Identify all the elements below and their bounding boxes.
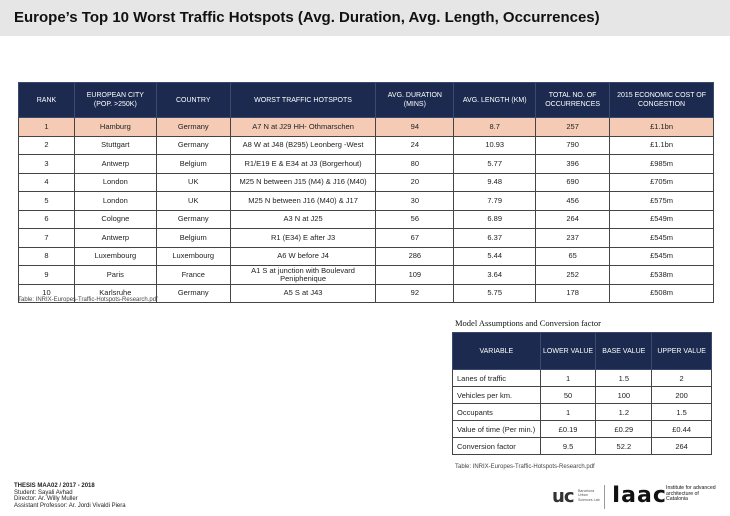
table-row <box>19 210 714 229</box>
base-cell: £0.29 <box>596 421 652 438</box>
hotspot-cell: A5 S at J43 <box>230 284 376 303</box>
hotspot-cell: A3 N at J25 <box>230 210 376 229</box>
variable-cell: Lanes of traffic <box>453 370 541 387</box>
rank-cell: 10 <box>19 284 75 303</box>
occurrences-cell: 690 <box>536 173 610 192</box>
duration-cell: 20 <box>376 173 454 192</box>
footer-thesis: THESIS MAA02 / 2017 - 2018 <box>14 483 95 489</box>
header-country: COUNTRY <box>156 83 230 118</box>
hotspot-cell: R1 (E34) E after J3 <box>230 229 376 248</box>
cost-cell: £538m <box>610 266 714 285</box>
lower-cell: 50 <box>540 387 596 404</box>
model-assumptions-table <box>452 332 712 455</box>
rank-cell: 7 <box>19 229 75 248</box>
occurrences-cell: 790 <box>536 136 610 155</box>
length-cell: 7.79 <box>454 192 536 211</box>
duration-cell: 24 <box>376 136 454 155</box>
occurrences-cell: 237 <box>536 229 610 248</box>
hotspot-cell: A1 S at junction with Boulevard Peniphenique <box>230 266 376 285</box>
country-cell: Germany <box>156 136 230 155</box>
country-cell: UK <box>156 192 230 211</box>
upper-cell: 200 <box>652 387 712 404</box>
model-header-lower: LOWER VALUE <box>540 333 596 370</box>
table-row <box>19 136 714 155</box>
cost-cell: £985m <box>610 155 714 174</box>
page-title: Europe’s Top 10 Worst Traffic Hotspots (Avg. Duration, Avg. Length, Occurrences) <box>14 9 600 26</box>
rank-cell: 8 <box>19 247 75 266</box>
hotspot-cell: A8 W at J48 (B295) Leonberg -West <box>230 136 376 155</box>
rank-cell: 5 <box>19 192 75 211</box>
variable-cell: Occupants <box>453 404 541 421</box>
country-cell: UK <box>156 173 230 192</box>
variable-cell: Vehicles per km. <box>453 387 541 404</box>
occurrences-cell: 252 <box>536 266 610 285</box>
model-header-row <box>453 333 712 370</box>
logo-divider <box>604 485 605 509</box>
country-cell: Germany <box>156 118 230 137</box>
country-cell: Belgium <box>156 155 230 174</box>
model-row <box>453 387 712 404</box>
rank-cell: 2 <box>19 136 75 155</box>
cost-cell: £705m <box>610 173 714 192</box>
logos <box>548 483 718 511</box>
model-row <box>453 370 712 387</box>
upper-cell: 1.5 <box>652 404 712 421</box>
upper-cell: 2 <box>652 370 712 387</box>
base-cell: 100 <box>596 387 652 404</box>
length-cell: 6.89 <box>454 210 536 229</box>
footer-credits <box>14 483 126 509</box>
occurrences-cell: 178 <box>536 284 610 303</box>
duration-cell: 80 <box>376 155 454 174</box>
model-header-base: BASE VALUE <box>596 333 652 370</box>
country-cell: Belgium <box>156 229 230 248</box>
length-cell: 9.48 <box>454 173 536 192</box>
rank-cell: 4 <box>19 173 75 192</box>
hotspot-cell: R1/E19 E & E34 at J3 (Borgerhout) <box>230 155 376 174</box>
country-cell: Germany <box>156 284 230 303</box>
lower-cell: 1 <box>540 370 596 387</box>
main-table-caption: Table: INRIX-Europes-Traffic-Hotspots-Research.pdf <box>18 297 158 303</box>
duration-cell: 286 <box>376 247 454 266</box>
iaac-logo-text: Institute for advanced architecture of Catalonia <box>666 485 716 503</box>
header-rank: RANK <box>19 83 75 118</box>
lower-cell: £0.19 <box>540 421 596 438</box>
table-header-row <box>19 83 714 118</box>
cost-cell: £508m <box>610 284 714 303</box>
header-cost: 2015 ECONOMIC COST OF CONGESTION <box>610 83 714 118</box>
occurrences-cell: 396 <box>536 155 610 174</box>
cost-cell: £549m <box>610 210 714 229</box>
duration-cell: 30 <box>376 192 454 211</box>
city-cell: Cologne <box>74 210 156 229</box>
header-duration: AVG. DURATION (MINS) <box>376 83 454 118</box>
header-length: AVG. LENGTH (KM) <box>454 83 536 118</box>
variable-cell: Value of time (Per min.) <box>453 421 541 438</box>
footer-student: Student: Sayali Avhad <box>14 489 73 496</box>
cost-cell: £575m <box>610 192 714 211</box>
header-hotspot: WORST TRAFFIC HOTSPOTS <box>230 83 376 118</box>
model-header-upper: UPPER VALUE <box>652 333 712 370</box>
upper-cell: 264 <box>652 438 712 455</box>
city-cell: Antwerp <box>74 229 156 248</box>
duration-cell: 67 <box>376 229 454 248</box>
ucl-logo-icon: uc <box>552 486 574 507</box>
city-cell: London <box>74 192 156 211</box>
length-cell: 5.44 <box>454 247 536 266</box>
hotspot-cell: M25 N between J15 (M4) & J16 (M40) <box>230 173 376 192</box>
hotspot-cell: A7 N at J29 HH- Othmarschen <box>230 118 376 137</box>
model-row <box>453 404 712 421</box>
table-row <box>19 192 714 211</box>
city-cell: Karlsruhe <box>74 284 156 303</box>
hotspot-cell: A6 W before J4 <box>230 247 376 266</box>
city-cell: Antwerp <box>74 155 156 174</box>
table-row <box>19 247 714 266</box>
footer-assistant: Assistant Professor: Ar. Jordi Vivaldi Piera <box>14 502 126 509</box>
city-cell: Luxembourg <box>74 247 156 266</box>
table-row <box>19 229 714 248</box>
header-occurrences: TOTAL NO. OF OCCURRENCES <box>536 83 610 118</box>
length-cell: 3.64 <box>454 266 536 285</box>
lower-cell: 1 <box>540 404 596 421</box>
model-table-title: Model Assumptions and Conversion factor <box>455 318 601 328</box>
ucl-logo-text: Barcelona Urban Sciences Lab <box>578 489 600 502</box>
length-cell: 6.37 <box>454 229 536 248</box>
city-cell: Stuttgart <box>74 136 156 155</box>
model-header-variable: VARIABLE <box>453 333 541 370</box>
city-cell: Paris <box>74 266 156 285</box>
footer-director: Director: Ar. Willy Muller <box>14 496 78 503</box>
table-row <box>19 266 714 285</box>
duration-cell: 94 <box>376 118 454 137</box>
lower-cell: 9.5 <box>540 438 596 455</box>
rank-cell: 3 <box>19 155 75 174</box>
occurrences-cell: 257 <box>536 118 610 137</box>
base-cell: 1.2 <box>596 404 652 421</box>
city-cell: London <box>74 173 156 192</box>
traffic-hotspots-table <box>18 82 714 303</box>
variable-cell: Conversion factor <box>453 438 541 455</box>
duration-cell: 109 <box>376 266 454 285</box>
table-row <box>19 155 714 174</box>
hotspot-cell: M25 N between J16 (M40) & J17 <box>230 192 376 211</box>
length-cell: 5.77 <box>454 155 536 174</box>
header-city: EUROPEAN CITY (POP. >250K) <box>74 83 156 118</box>
occurrences-cell: 65 <box>536 247 610 266</box>
model-row <box>453 438 712 455</box>
duration-cell: 56 <box>376 210 454 229</box>
rank-cell: 1 <box>19 118 75 137</box>
length-cell: 5.75 <box>454 284 536 303</box>
rank-cell: 9 <box>19 266 75 285</box>
upper-cell: £0.44 <box>652 421 712 438</box>
iaac-logo-icon: Iaac <box>612 483 667 508</box>
country-cell: Germany <box>156 210 230 229</box>
length-cell: 8.7 <box>454 118 536 137</box>
table-row <box>19 173 714 192</box>
table-row <box>19 118 714 137</box>
country-cell: Luxembourg <box>156 247 230 266</box>
duration-cell: 92 <box>376 284 454 303</box>
model-table-caption: Table: INRIX-Europes-Traffic-Hotspots-Research.pdf <box>455 464 595 470</box>
city-cell: Hamburg <box>74 118 156 137</box>
base-cell: 52.2 <box>596 438 652 455</box>
model-row <box>453 421 712 438</box>
length-cell: 10.93 <box>454 136 536 155</box>
base-cell: 1.5 <box>596 370 652 387</box>
occurrences-cell: 264 <box>536 210 610 229</box>
cost-cell: £545m <box>610 229 714 248</box>
rank-cell: 6 <box>19 210 75 229</box>
cost-cell: £1.1bn <box>610 136 714 155</box>
cost-cell: £1.1bn <box>610 118 714 137</box>
occurrences-cell: 456 <box>536 192 610 211</box>
cost-cell: £545m <box>610 247 714 266</box>
country-cell: France <box>156 266 230 285</box>
